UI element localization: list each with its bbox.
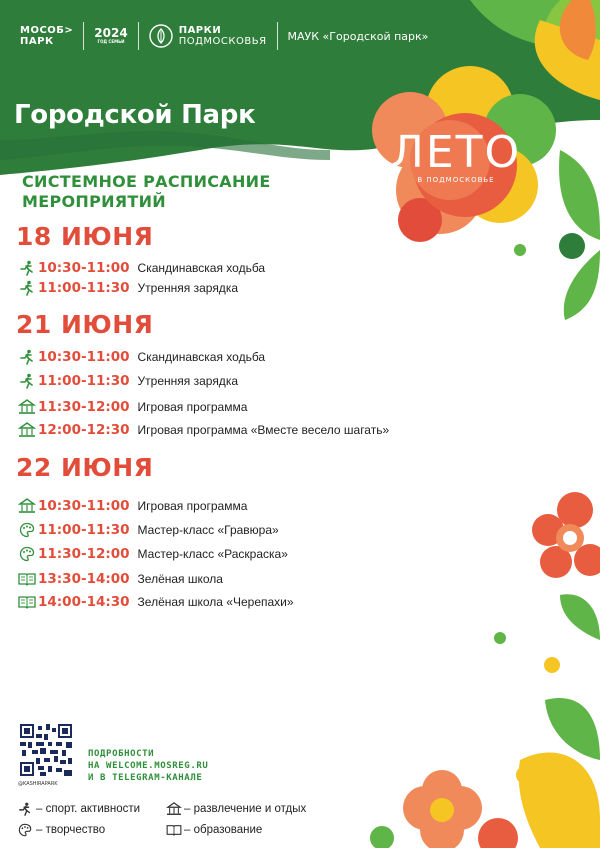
- sport-icon: [18, 373, 36, 389]
- event-title: Мастер-класс «Раскраска»: [137, 547, 288, 561]
- logo-divider: [138, 22, 139, 50]
- leto-logo-subtitle: В ПОДМОСКОВЬЕ: [417, 176, 495, 184]
- carousel-icon: [18, 399, 36, 415]
- more-info-line: ПОДРОБНОСТИ: [88, 749, 155, 759]
- mosobl-park-logo: [20, 25, 73, 47]
- schedule-row: [18, 520, 279, 540]
- legend-item-sport: [18, 802, 140, 816]
- legend-label: – образование: [184, 824, 263, 836]
- event-time: 11:00-11:30: [38, 373, 130, 389]
- parki-logo-line2: ПОДМОСКОВЬЯ: [178, 36, 267, 47]
- leaf-emblem-icon: [149, 24, 173, 48]
- date-heading: 21 ИЮНЯ: [16, 310, 154, 339]
- schedule-row: [18, 420, 389, 440]
- schedule-subtitle: [22, 172, 271, 212]
- header-logos: [20, 18, 450, 54]
- schedule-subtitle-line2: МЕРОПРИЯТИЙ: [22, 192, 167, 211]
- legend-item-education: [166, 823, 262, 837]
- event-title: Утренняя зарядка: [137, 374, 238, 388]
- schedule-row: [18, 347, 265, 367]
- event-time: 11:00-11:30: [38, 522, 130, 538]
- year-logo-text: 2024: [94, 26, 128, 40]
- legend-label: – развлечение и отдых: [184, 803, 307, 815]
- event-title: Скандинавская ходьба: [137, 350, 266, 364]
- parki-podmoskovya-logo: [149, 24, 267, 48]
- event-time: 11:00-11:30: [38, 280, 130, 296]
- event-time: 13:30-14:00: [38, 571, 130, 587]
- sport-icon: [18, 260, 36, 276]
- logo-divider: [83, 22, 84, 50]
- leto-logo-word: ЛЕТО: [390, 127, 522, 178]
- book-icon: [166, 823, 182, 837]
- year-of-family-logo: [94, 27, 127, 45]
- qr-caption: @KASHIRAPARK: [18, 781, 58, 787]
- carousel-icon: [18, 422, 36, 438]
- event-title: Игровая программа «Вместе весело шагать»: [137, 423, 390, 437]
- legend-label: – спорт. активности: [36, 803, 141, 815]
- parki-logo-line1: ПАРКИ: [178, 25, 222, 36]
- more-info-line: И В TELEGRAM-КАНАЛЕ: [88, 773, 203, 783]
- event-title: Мастер-класс «Гравюра»: [137, 523, 279, 537]
- event-title: Игровая программа: [137, 499, 248, 513]
- event-time: 11:30-12:00: [38, 546, 130, 562]
- event-time: 12:00-12:30: [38, 422, 130, 438]
- event-time: 10:30-11:00: [38, 349, 130, 365]
- event-title: Зелёная школа: [137, 572, 223, 586]
- mosobl-park-logo-line2: ПАРК: [20, 36, 54, 47]
- date-heading: 22 ИЮНЯ: [16, 453, 154, 482]
- event-time: 10:30-11:00: [38, 498, 130, 514]
- more-info-link[interactable]: НА WELCOME.MOSREG.RU: [88, 761, 209, 771]
- logo-divider: [277, 22, 278, 50]
- schedule-row: [18, 544, 288, 564]
- more-info-text: [88, 748, 208, 784]
- schedule-row: [18, 496, 247, 516]
- sport-icon: [18, 802, 34, 816]
- schedule-row: [18, 258, 265, 278]
- event-title: Игровая программа: [137, 400, 248, 414]
- book-icon: [18, 571, 36, 587]
- legend-label: – творчество: [36, 824, 106, 836]
- event-time: 10:30-11:00: [38, 260, 130, 276]
- schedule-subtitle-line1: СИСТЕМНОЕ РАСПИСАНИЕ: [22, 172, 271, 191]
- event-title: Утренняя зарядка: [137, 281, 238, 295]
- event-title: Зелёная школа «Черепахи»: [137, 595, 294, 609]
- schedule-row: [18, 569, 223, 589]
- qr-code-icon[interactable]: [20, 724, 72, 776]
- year-logo-caption: ГОД СЕМЬИ: [97, 39, 125, 44]
- palette-icon: [18, 522, 36, 538]
- carousel-icon: [18, 498, 36, 514]
- schedule-row: [18, 397, 247, 417]
- event-time: 11:30-12:00: [38, 399, 130, 415]
- event-time: 14:00-14:30: [38, 594, 130, 610]
- page-title: Городской Парк: [14, 100, 256, 130]
- legend-item-entertainment: [166, 802, 306, 816]
- sport-icon: [18, 280, 36, 296]
- sport-icon: [18, 349, 36, 365]
- schedule-row: [18, 278, 238, 298]
- event-title: Скандинавская ходьба: [137, 261, 266, 275]
- mosobl-park-logo-line1: МОСОБ>: [20, 25, 74, 36]
- palette-icon: [18, 823, 34, 837]
- carousel-icon: [166, 802, 182, 816]
- date-heading: 18 ИЮНЯ: [16, 222, 154, 251]
- palette-icon: [18, 546, 36, 562]
- schedule-row: [18, 592, 294, 612]
- schedule-row: [18, 371, 238, 391]
- book-icon: [18, 594, 36, 610]
- organization-name: МАУК «Городской парк»: [287, 29, 429, 43]
- legend-item-creativity: [18, 823, 105, 837]
